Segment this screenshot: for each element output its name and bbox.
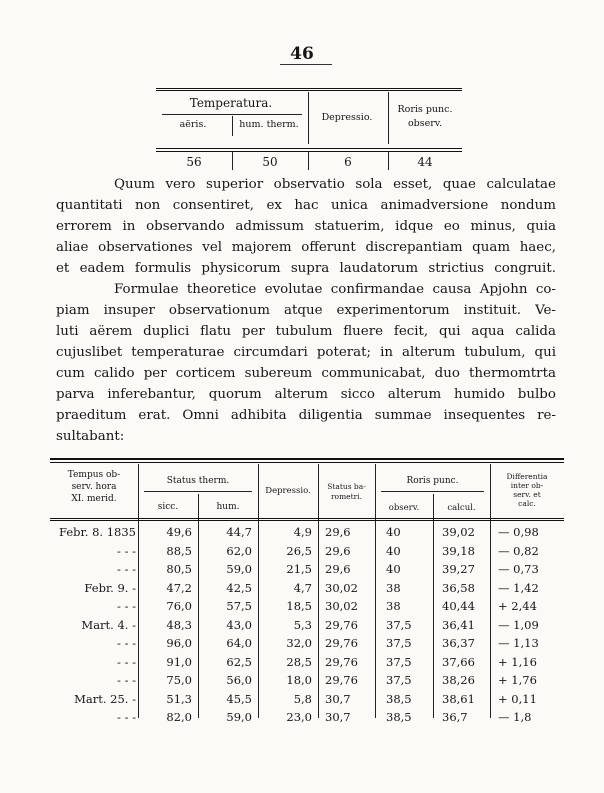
header-differentia-3: serv. et <box>513 490 541 499</box>
table-row <box>50 689 564 709</box>
cell-calc: 39,18 <box>442 543 475 558</box>
cell-date: - - - <box>117 654 136 669</box>
cell-sicc: 76,0 <box>166 599 192 613</box>
cell-dep: 28,5 <box>286 654 312 669</box>
cell-sicc: 82,0 <box>166 710 192 724</box>
cell-hum: 43,0 <box>226 617 252 632</box>
cell-sicc: 91,0 <box>166 654 192 669</box>
cell-calc: 39,27 <box>442 562 475 576</box>
cell-calc: 36,41 <box>442 617 475 632</box>
cell-hum: 44,7 <box>226 525 252 539</box>
text-line: parva inferebantur, quorum alterum sicco alterum humido bulbo <box>56 387 556 402</box>
cell-calc: 40,44 <box>442 599 475 613</box>
subrule <box>381 491 484 492</box>
cell-hum: 62,0 <box>226 543 252 558</box>
cell-date: Mart. 4. - <box>81 617 136 632</box>
value-aeris: 56 <box>186 155 202 169</box>
cell-hum: 62,5 <box>226 654 252 669</box>
text-line: et eadem formulis physicorum supra laudatorum strictius congruit. <box>56 261 556 276</box>
cell-dep: 4,9 <box>293 525 312 539</box>
table-row <box>50 578 564 598</box>
header-aeris: aëris. <box>179 119 207 130</box>
header-barometri-2: rometri. <box>330 492 363 501</box>
header-differentia-2: inter ob- <box>510 481 544 490</box>
table-row <box>50 670 564 690</box>
cell-diff: — 1,13 <box>498 636 539 650</box>
cell-calc: 38,26 <box>442 673 475 687</box>
cell-bar: 30,02 <box>325 599 358 613</box>
cell-obs: 37,5 <box>386 617 412 632</box>
table-top-rule <box>156 88 462 91</box>
cell-diff: + 0,11 <box>498 691 537 706</box>
table-row <box>50 559 564 579</box>
table-row <box>50 615 564 635</box>
table-row <box>50 522 564 542</box>
cell-diff: — 1,8 <box>498 710 532 724</box>
cell-obs: 38,5 <box>386 691 412 706</box>
cell-obs: 37,5 <box>386 654 412 669</box>
value-roris-punc: 44 <box>417 155 433 169</box>
cell-dep: 18,0 <box>286 673 312 687</box>
table-row <box>50 707 564 727</box>
cell-calc: 39,02 <box>442 525 475 539</box>
cell-bar: 29,76 <box>325 654 358 669</box>
table-rule <box>50 518 564 519</box>
cell-hum: 59,0 <box>226 562 252 576</box>
header-differentia-4: calc. <box>518 499 536 508</box>
cell-obs: 38 <box>386 580 401 595</box>
header-tempus-1: Tempus ob- <box>67 470 121 480</box>
text-line: sultabant: <box>56 429 125 444</box>
cell-date: - - - <box>117 562 136 576</box>
cell-obs: 40 <box>386 562 401 576</box>
header-tempus-2: serv. hora <box>71 482 117 492</box>
cell-hum: 59,0 <box>226 710 252 724</box>
cell-diff: + 1,16 <box>498 654 537 669</box>
header-differentia-1: Differentia <box>506 472 548 481</box>
cell-date: - - - <box>117 710 136 724</box>
text-line: cujuslibet temperaturae circumdari poterat; in alterum tubulum, qui <box>56 345 556 360</box>
table-rule <box>156 151 462 152</box>
cell-bar: 29,76 <box>325 636 358 650</box>
cell-obs: 37,5 <box>386 673 412 687</box>
cell-hum: 56,0 <box>226 673 252 687</box>
header-hum: hum. <box>216 502 240 512</box>
table-row <box>50 541 564 561</box>
header-temperatura: Temperatura. <box>189 96 273 110</box>
cell-date: Mart. 25. - <box>74 691 136 706</box>
cell-calc: 36,37 <box>442 636 475 650</box>
cell-diff: — 1,42 <box>498 580 539 595</box>
header-observ: observ. <box>407 118 443 129</box>
header-roris-punc: Roris punc. <box>406 476 459 486</box>
cell-dep: 23,0 <box>286 710 312 724</box>
header-subrule <box>162 114 302 115</box>
table-rule <box>50 462 564 463</box>
cell-hum: 64,0 <box>226 636 252 650</box>
cell-dep: 4,7 <box>293 580 312 595</box>
table-row <box>50 633 564 653</box>
page-number-rule <box>280 64 332 65</box>
text-line: Quum vero superior observatio sola esset, quae calculatae <box>114 177 556 192</box>
cell-calc: 36,7 <box>442 710 468 724</box>
cell-sicc: 80,5 <box>166 562 192 576</box>
table-rule <box>50 520 564 521</box>
cell-diff: — 0,73 <box>498 562 539 576</box>
text-line: praeditum erat. Omni adhibita diligentia summae insequentes re- <box>56 408 556 423</box>
cell-bar: 29,6 <box>325 525 351 539</box>
header-sicc: sicc. <box>157 502 179 512</box>
cell-diff: — 1,09 <box>498 617 539 632</box>
cell-sicc: 88,5 <box>166 543 192 558</box>
cell-date: - - - <box>117 636 136 650</box>
cell-obs: 40 <box>386 525 401 539</box>
cell-diff: — 0,82 <box>498 543 539 558</box>
body-text <box>56 174 556 447</box>
cell-date: - - - <box>117 599 136 613</box>
cell-date: - - - <box>117 673 136 687</box>
table-rule <box>50 458 564 460</box>
header-depressio: Depressio. <box>265 486 311 496</box>
cell-dep: 5,8 <box>293 691 312 706</box>
cell-dep: 5,3 <box>293 617 312 632</box>
cell-bar: 30,7 <box>325 691 351 706</box>
cell-hum: 42,5 <box>226 580 252 595</box>
cell-dep: 32,0 <box>286 636 312 650</box>
cell-sicc: 75,0 <box>166 673 192 687</box>
cell-hum: 57,5 <box>226 599 252 613</box>
cell-sicc: 48,3 <box>166 617 192 632</box>
cell-date: Febr. 9. - <box>84 580 136 595</box>
cell-bar: 29,76 <box>325 617 358 632</box>
cell-calc: 38,61 <box>442 691 475 706</box>
value-hum-therm: 50 <box>262 155 278 169</box>
value-depressio: 6 <box>344 155 352 169</box>
temperature-table <box>156 88 462 180</box>
cell-date: Febr. 8. 1835 <box>59 525 136 539</box>
cell-dep: 18,5 <box>286 599 312 613</box>
cell-date: - - - <box>117 543 136 558</box>
cell-sicc: 51,3 <box>166 691 192 706</box>
text-line: piam insuper observationum atque experimentorum instituit. Ve- <box>56 303 556 318</box>
cell-obs: 37,5 <box>386 636 412 650</box>
cell-bar: 29,76 <box>325 673 358 687</box>
cell-bar: 30,7 <box>325 710 351 724</box>
page-number: 46 <box>290 44 314 64</box>
cell-obs: 40 <box>386 543 401 558</box>
header-roris-punc: Roris punc. <box>397 104 453 115</box>
header-hum-therm: hum. therm. <box>239 119 299 130</box>
cell-sicc: 96,0 <box>166 636 192 650</box>
text-line: errorem in observando admissum statuerim, idque eo minus, quia <box>56 219 556 234</box>
table-row <box>50 596 564 616</box>
cell-obs: 38,5 <box>386 710 412 724</box>
cell-hum: 45,5 <box>226 691 252 706</box>
cell-obs: 38 <box>386 599 401 613</box>
cell-bar: 29,6 <box>325 562 351 576</box>
cell-diff: — 0,98 <box>498 525 539 539</box>
cell-diff: + 1,76 <box>498 673 537 687</box>
table-rule <box>156 148 462 149</box>
text-line: Formulae theoretice evolutae confirmandae causa Apjohn co- <box>114 282 556 297</box>
header-depressio: Depressio. <box>321 112 373 123</box>
cell-bar: 30,02 <box>325 580 358 595</box>
observations-table <box>50 458 564 723</box>
text-line: quantitati non consentiret, ex hac unica animadversione nondum <box>56 198 556 213</box>
header-calcul: calcul. <box>447 503 476 513</box>
text-line: aliae observationes vel majorem offerunt discrepantiam quam haec, <box>56 240 556 255</box>
cell-calc: 36,58 <box>442 580 475 595</box>
text-line: luti aërem duplici flatu per tubulum fluere fecit, qui aqua calida <box>56 324 556 339</box>
cell-calc: 37,66 <box>442 654 475 669</box>
cell-sicc: 49,6 <box>166 525 192 539</box>
cell-dep: 21,5 <box>286 562 312 576</box>
cell-sicc: 47,2 <box>166 580 192 595</box>
header-tempus-3: XI. merid. <box>71 494 117 504</box>
header-status-therm: Status therm. <box>166 476 230 486</box>
cell-bar: 29,6 <box>325 543 351 558</box>
cell-dep: 26,5 <box>286 543 312 558</box>
table-row <box>50 652 564 672</box>
header-observ: observ. <box>388 503 420 513</box>
cell-diff: + 2,44 <box>498 599 537 613</box>
text-line: cum calido per corticem subereum communicabat, duo thermomtrta <box>56 366 556 381</box>
subrule <box>144 491 252 492</box>
header-barometri-1: Status ba- <box>327 482 366 491</box>
